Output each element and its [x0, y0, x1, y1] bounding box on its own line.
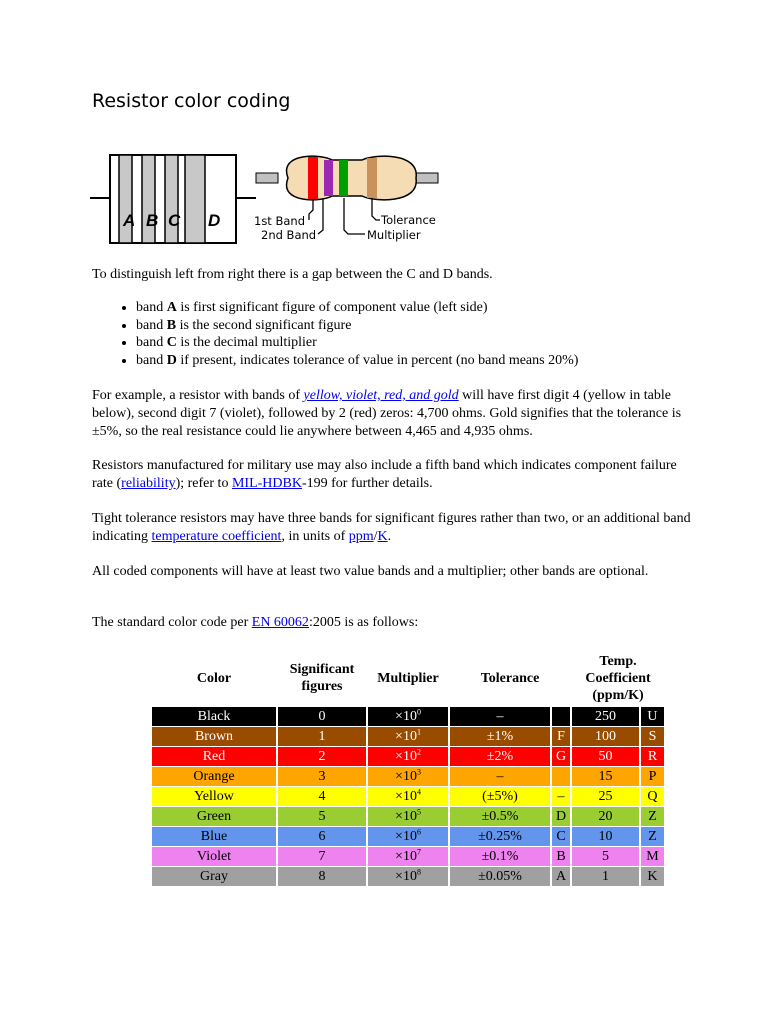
- temp-coefficient-cell: 10: [572, 827, 639, 846]
- significant-figure-cell: 2: [278, 747, 366, 766]
- multiplier-cell: [368, 787, 448, 806]
- tolerance-letter-cell: C: [552, 827, 570, 846]
- band-list: [92, 299, 736, 369]
- multiplier-exponent: 4: [416, 787, 421, 797]
- tolerance-cell: ±1%: [450, 727, 550, 746]
- band-letter-b: B: [146, 211, 159, 230]
- kelvin-link[interactable]: K: [377, 529, 388, 544]
- list-item: • band D if present, indicates tolerance of value in percent (no band means 20%): [136, 352, 736, 370]
- table-row: [152, 807, 664, 826]
- table-row: [152, 707, 664, 726]
- multiplier-base: ×10: [395, 769, 417, 784]
- table-row: [152, 867, 664, 886]
- color-cell: Orange: [152, 767, 276, 786]
- tolerance-letter-cell: A: [552, 867, 570, 886]
- significant-figure-cell: 8: [278, 867, 366, 886]
- multiplier-exponent: 8: [416, 867, 421, 877]
- multiplier-exponent: 0: [416, 707, 421, 717]
- header-tolerance: Tolerance: [480, 670, 540, 686]
- mil-hdbk-link[interactable]: MIL-HDBK: [231, 476, 302, 491]
- table-row: [152, 747, 664, 766]
- temp-coefficient-cell: 1: [572, 867, 639, 886]
- significant-figure-cell: 5: [278, 807, 366, 826]
- multiplier-cell: [368, 807, 448, 826]
- color-cell: Black: [152, 707, 276, 726]
- header-color: Color: [196, 670, 232, 686]
- header-temp-coefficient: Temp. Coefficient (ppm/K): [585, 653, 651, 703]
- table-row: [152, 827, 664, 846]
- reliability-link[interactable]: reliability: [121, 476, 176, 491]
- temp-coefficient-cell: 50: [572, 747, 639, 766]
- multiplier-cell: [368, 847, 448, 866]
- tolerance-cell: –: [450, 707, 550, 726]
- multiplier-exponent: 6: [416, 827, 421, 837]
- temp-coefficient-letter-cell: R: [641, 747, 664, 766]
- tolerance-letter-cell: [552, 767, 570, 786]
- multiplier-base: ×10: [395, 709, 417, 724]
- intro-paragraph: To distinguish left from right there is a gap between the C and D bands.: [92, 267, 493, 282]
- multiplier-base: ×10: [395, 809, 417, 824]
- label-tolerance: Tolerance: [381, 213, 436, 227]
- temp-coefficient-letter-cell: Z: [641, 827, 664, 846]
- resistor-diagram: [90, 150, 450, 250]
- tolerance-cell: ±2%: [450, 747, 550, 766]
- significant-figure-cell: 1: [278, 727, 366, 746]
- significant-figure-cell: 7: [278, 847, 366, 866]
- color-cell: Blue: [152, 827, 276, 846]
- tolerance-cell: ±0.5%: [450, 807, 550, 826]
- multiplier-cell: [368, 827, 448, 846]
- multiplier-cell: [368, 767, 448, 786]
- list-item: • band C is the decimal multiplier: [136, 334, 736, 352]
- color-cell: Violet: [152, 847, 276, 866]
- temp-coefficient-letter-cell: Q: [641, 787, 664, 806]
- multiplier-base: ×10: [395, 849, 417, 864]
- color-cell: Gray: [152, 867, 276, 886]
- band-letter-a: A: [123, 211, 136, 230]
- table-row: [152, 727, 664, 746]
- temp-coefficient-cell: 15: [572, 767, 639, 786]
- multiplier-exponent: 2: [416, 747, 421, 757]
- multiplier-exponent: 1: [416, 727, 421, 737]
- temp-coefficient-letter-cell: M: [641, 847, 664, 866]
- standard-paragraph: The standard color code per EN 60062:2005 is as follows:: [92, 615, 419, 630]
- band-letter-d: D: [208, 211, 221, 230]
- tolerance-letter-cell: G: [552, 747, 570, 766]
- multiplier-base: ×10: [395, 869, 417, 884]
- tolerance-letter-cell: D: [552, 807, 570, 826]
- multiplier-base: ×10: [395, 829, 417, 844]
- table-row: [152, 767, 664, 786]
- table-row: [152, 847, 664, 866]
- temp-coefficient-cell: 25: [572, 787, 639, 806]
- temp-coefficient-letter-cell: S: [641, 727, 664, 746]
- color-cell: Green: [152, 807, 276, 826]
- list-item: • band A is first significant figure of component value (left side): [136, 299, 736, 317]
- page-title: Resistor color coding: [92, 90, 291, 112]
- temp-coefficient-cell: 20: [572, 807, 639, 826]
- tolerance-letter-cell: F: [552, 727, 570, 746]
- multiplier-exponent: 5: [416, 807, 421, 817]
- multiplier-exponent: 7: [416, 847, 421, 857]
- multiplier-base: ×10: [395, 789, 417, 804]
- significant-figure-cell: 3: [278, 767, 366, 786]
- multiplier-cell: [368, 707, 448, 726]
- color-cell: Red: [152, 747, 276, 766]
- color-code-table: [150, 649, 666, 887]
- significant-figure-cell: 0: [278, 707, 366, 726]
- significant-figure-cell: 4: [278, 787, 366, 806]
- example-paragraph: For example, a resistor with bands of yellow, violet, red, and gold will have first digit 4 (yellow in table below), second digit 7 (violet), followed by 2 (red) zeros: 4,700 ohms. Gold signifies that the tolerance is ±5%, so the real resistance could lie anywhere between 4,465 and 4,935 ohms.: [92, 388, 682, 439]
- label-multiplier: Multiplier: [367, 228, 421, 242]
- table-header-row: [152, 650, 664, 706]
- color-code-rows: [152, 707, 664, 886]
- temp-coefficient-cell: 100: [572, 727, 639, 746]
- military-paragraph: Resistors manufactured for military use may also include a fifth band which indicates component failure rate (reliability); refer to MIL-HDBK-199 for further details.: [92, 458, 677, 491]
- temp-coefficient-cell: 250: [572, 707, 639, 726]
- multiplier-cell: [368, 727, 448, 746]
- temp-coefficient-letter-cell: P: [641, 767, 664, 786]
- tolerance-letter-cell: B: [552, 847, 570, 866]
- multiplier-exponent: 3: [416, 767, 421, 777]
- color-cell: Brown: [152, 727, 276, 746]
- temp-coefficient-letter-cell: U: [641, 707, 664, 726]
- multiplier-cell: [368, 747, 448, 766]
- temp-coefficient-letter-cell: Z: [641, 807, 664, 826]
- tolerance-letter-cell: [552, 707, 570, 726]
- header-significant-figures: Significant figures: [289, 662, 355, 694]
- list-item: • band B is the second significant figure: [136, 317, 736, 335]
- tolerance-cell: ±0.25%: [450, 827, 550, 846]
- temp-coefficient-cell: 5: [572, 847, 639, 866]
- label-first-band: 1st Band: [254, 214, 305, 228]
- header-multiplier: Multiplier: [377, 670, 439, 686]
- tolerance-cell: (±5%): [450, 787, 550, 806]
- coded-paragraph: All coded components will have at least two value bands and a multiplier; other bands are optional.: [92, 564, 649, 579]
- tolerance-letter-cell: –: [552, 787, 570, 806]
- tolerance-cell: ±0.05%: [450, 867, 550, 886]
- temp-coefficient-letter-cell: K: [641, 867, 664, 886]
- tolerance-cell: ±0.1%: [450, 847, 550, 866]
- tolerance-cell: –: [450, 767, 550, 786]
- label-second-band: 2nd Band: [261, 228, 317, 242]
- example-bands-link[interactable]: yellow, violet, red, and gold: [303, 388, 459, 403]
- band-letter-c: C: [168, 211, 181, 230]
- multiplier-base: ×10: [395, 749, 417, 764]
- ppm-link[interactable]: ppm: [348, 529, 374, 544]
- tight-tolerance-paragraph: Tight tolerance resistors may have three bands for significant figures rather than two, or an additional band indicating temperature coefficient, in units of ppm/K.: [92, 511, 691, 544]
- significant-figure-cell: 6: [278, 827, 366, 846]
- multiplier-base: ×10: [395, 729, 417, 744]
- table-row: [152, 787, 664, 806]
- multiplier-cell: [368, 867, 448, 886]
- en-60062-link[interactable]: EN 60062: [251, 615, 309, 630]
- color-cell: Yellow: [152, 787, 276, 806]
- temperature-coefficient-link[interactable]: temperature coefficient: [151, 529, 282, 544]
